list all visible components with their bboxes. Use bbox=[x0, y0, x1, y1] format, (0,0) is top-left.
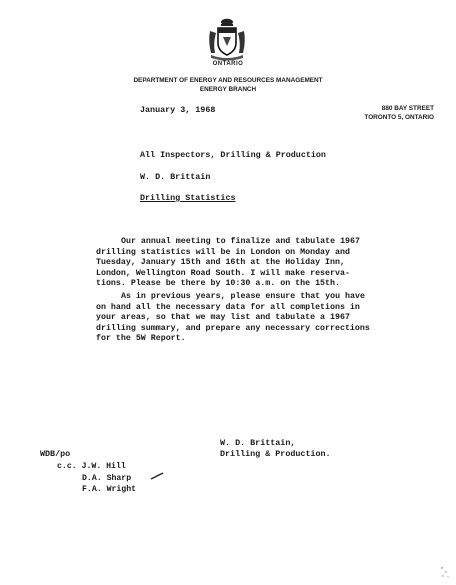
text-line: drilling summary, and prepare any necessary corrections bbox=[96, 323, 370, 333]
cc-line bbox=[57, 462, 126, 471]
text-line: London, Wellington Road South. I will make reserva- bbox=[96, 268, 350, 278]
province-name: ONTARIO bbox=[212, 61, 244, 67]
cc-recipient: J.W. Hill bbox=[81, 462, 126, 471]
ontario-coat-of-arms-logo bbox=[207, 17, 247, 61]
memo-subject: Drilling Statistics bbox=[140, 193, 236, 203]
body-paragraph-meeting bbox=[96, 237, 360, 290]
memo-recipients: All Inspectors, Drilling & Production bbox=[140, 150, 326, 160]
cc-recipient: D.A. Sharp bbox=[82, 474, 132, 483]
signature-title: Drilling & Production. bbox=[220, 449, 331, 459]
text-line: your areas, so that we may list and tabulate a 1967 bbox=[96, 313, 350, 323]
text-line: drilling statistics will be in London on Monday and bbox=[96, 247, 350, 257]
cc-label: c.c. bbox=[57, 462, 77, 471]
department-name: DEPARTMENT OF ENERGY AND RESOURCES MANAGEMENT bbox=[133, 77, 323, 84]
text-line: Our annual meeting to finalize and tabulate 1967 bbox=[121, 237, 360, 246]
body-paragraph-data bbox=[96, 292, 370, 345]
scan-artifact-icon bbox=[440, 565, 450, 579]
address-city: TORONTO 5, ONTARIO bbox=[364, 114, 434, 121]
text-line: tions. Please be there by 10:30 a.m. on the 15th. bbox=[96, 279, 340, 289]
check-mark-icon bbox=[150, 471, 164, 481]
memo-sender: W. D. Brittain bbox=[140, 172, 211, 182]
reference-initials: WDB/po bbox=[40, 449, 71, 459]
branch-name: ENERGY BRANCH bbox=[199, 86, 257, 93]
cc-recipient: F.A. Wright bbox=[82, 485, 137, 494]
address-street: 880 BAY STREET bbox=[381, 105, 434, 112]
text-line: Tuesday, January 15th and 16th at the Holiday Inn, bbox=[96, 258, 345, 268]
text-line: for the 5W Report. bbox=[96, 334, 186, 344]
text-line: on hand all the necessary data for all completions in bbox=[96, 302, 360, 312]
memo-date: January 3, 1968 bbox=[140, 105, 216, 115]
text-line: As in previous years, please ensure that you have bbox=[121, 292, 365, 301]
signature-name: W. D. Brittain, bbox=[220, 438, 296, 448]
